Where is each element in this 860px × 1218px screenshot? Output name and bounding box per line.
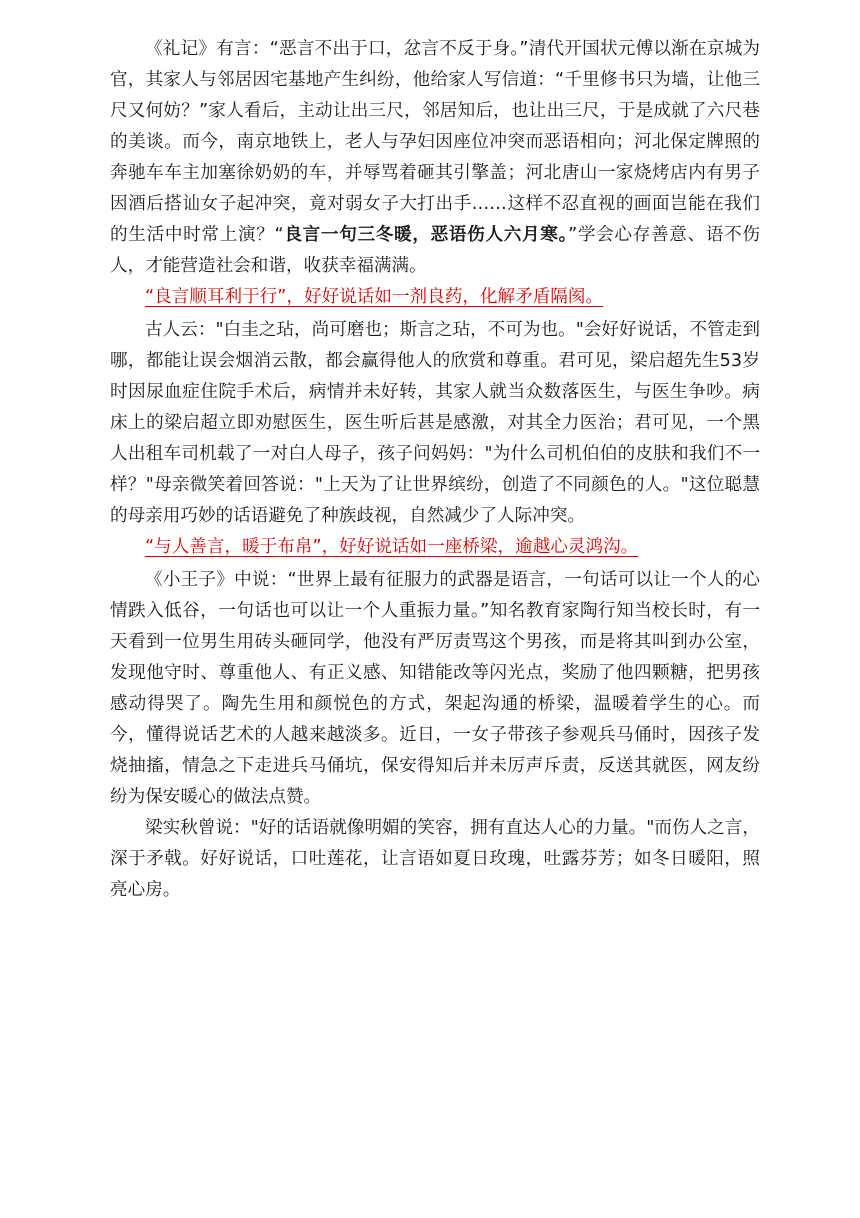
section-heading-2 [110, 532, 760, 563]
section-heading-2-text: “与人善言，暖于布帛”，好好说话如一座桥梁，逾越心灵鸿沟。 [145, 537, 639, 557]
paragraph-intro-bold-quote: 良言一句三冬暖，恶语伤人六月寒。 [283, 225, 569, 245]
section-heading-1-text: “良言顺耳利于行”，好好说话如一剂良药，化解矛盾隔阂。 [145, 287, 604, 307]
paragraph-intro [110, 34, 760, 282]
paragraph-section-1: 古人云："白圭之玷，尚可磨也；斯言之玷，不可为也。"会好好说话，不管走到哪，都能让误会烟消云散，都会赢得他人的欣赏和尊重。君可见，梁启超先生53岁时因尿血症住院手术后，病情并未好转，其家人就当众数落医生，与医生争吵。病床上的梁启超立即劝慰医生，医生听后甚是感激，对其全力医治；君可见，一个黑人出租车司机载了一对白人母子，孩子问妈妈："为什么司机伯伯的皮肤和我们不一样？"母亲微笑着回答说："上天为了让世界缤纷，创造了不同颜色的人。"这位聪慧的母亲用巧妙的话语避免了种族歧视，自然减少了人际冲突。 [110, 320, 760, 526]
paragraph-intro-text: 《礼记》有言：“恶言不出于口，忿言不反于身。”清代开国状元傅以渐在京城为官，其家人与邻居因宅基地产生纠纷，他给家人写信道：“千里修书只为墙，让他三尺又何妨？”家人看后，主动让出三尺，邻居知后，也让出三尺，于是成就了六尺巷的美谈。而今，南京地铁上，老人与孕妇因座位冲突而恶语相向；河北保定牌照的奔驰车车主加塞徐奶奶的车，并辱骂着砸其引擎盖；河北唐山一家烧烤店内有男子因酒后搭讪女子起冲突，竟对弱女子大打出手……这样不忍直视的画面岂能在我们的生活中时常上演？“ [110, 39, 760, 245]
section-heading-1 [110, 282, 760, 313]
paragraph-conclusion: 梁实秋曾说："好的话语就像明媚的笑容，拥有直达人心的力量。"而伤人之言，深于矛戟。好好说话，口吐莲花，让言语如夏日玫瑰，吐露芬芳；如冬日暖阳，照亮心房。 [110, 818, 760, 900]
document-page [110, 0, 760, 906]
paragraph-section-2: 《小王子》中说：“世界上最有征服力的武器是语言，一句话可以让一个人的心情跌入低谷，一句话也可以让一个人重振力量。”知名教育家陶行知当校长时，有一天看到一位男生用砖头砸同学，他没有严厉责骂这个男孩，而是将其叫到办公室，发现他守时、尊重他人、有正义感、知错能改等闪光点，奖励了他四颗糖，把男孩感动得哭了。陶先生用和颜悦色的方式，架起沟通的桥梁，温暖着学生的心。而今，懂得说话艺术的人越来越淡多。近日，一女子带孩子参观兵马俑时，因孩子发烧抽搐，情急之下走进兵马俑坑，保安得知后并未厉声斥责，反送其就医，网友纷纷为保安暖心的做法点赞。 [110, 570, 760, 807]
paragraph-intro-text-end: ”学会心存善意、语不伤人，才能营造社会和谐，收获幸福满满。 [110, 225, 760, 276]
